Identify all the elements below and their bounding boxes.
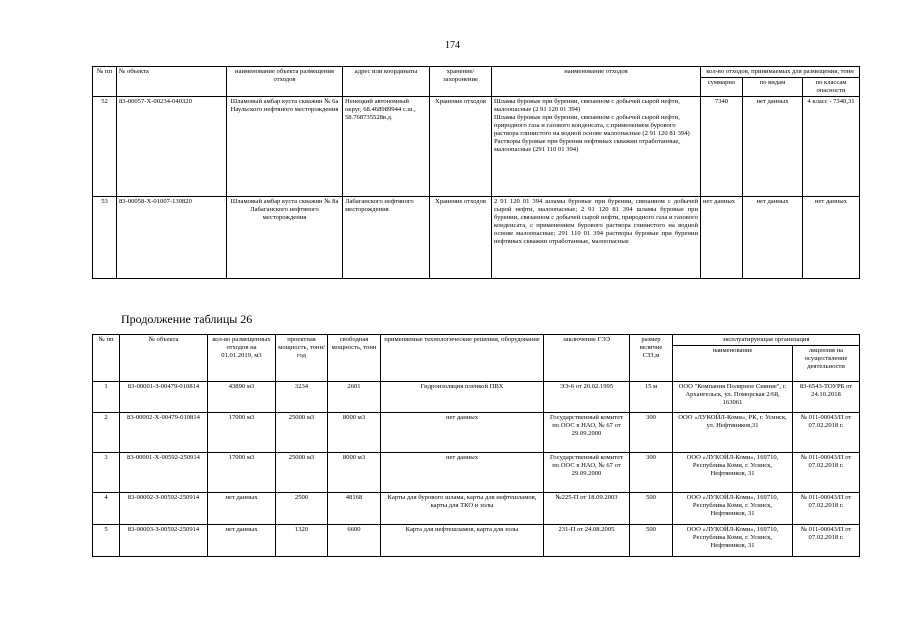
header-free-capacity: свободная мощность, тонн xyxy=(328,335,381,382)
waste-line: Шламы буровые при бурении, связанном с добычей сырой нефти, малоопасные (2 91 120 01 394) xyxy=(494,98,680,113)
cell-tech: нет данных xyxy=(381,453,544,493)
waste-line: Растворы буровые при бурении нефтяных скважин отработанные, малоопасные (291 110 01 394) xyxy=(494,138,680,153)
cell-org-name: ООО «ЛУКОЙЛ-Коми», РК, г. Усинск, ул. Нефтяников,31 xyxy=(673,413,793,453)
cell-address: Ненецкий автономный округ, 68.468989944 с.ш., 58.768735528в.д. xyxy=(343,97,430,197)
header-license: лицензия на осуществление деятельности xyxy=(793,346,860,382)
cell-szz: 300 xyxy=(630,453,673,493)
cell-design-capacity: 25000 м3 xyxy=(276,453,328,493)
cell-tech: Карты для бурового шлама, карты для нефтешламов, карты для ТКО и золы xyxy=(381,493,544,525)
cell-license: № 011-00043/П от 07.02.2018 г. xyxy=(793,453,860,493)
cell-object-num: 83-00002-Х-00479-010814 xyxy=(120,413,208,453)
page-number: 174 xyxy=(445,40,460,51)
cell-gee: Государственный комитет по ООС в НАО, № 67 от 29.09.2000 xyxy=(544,413,630,453)
cell-tech: Гидроизоляция пленкой ПВХ xyxy=(381,382,544,413)
cell-szz: 500 xyxy=(630,493,673,525)
cell-placed: 43890 м3 xyxy=(208,382,276,413)
header-object-num: № объекта xyxy=(120,335,208,382)
table-row xyxy=(93,493,860,525)
header-name: наименование объекта размещения отходов xyxy=(227,67,343,97)
table-row xyxy=(93,525,860,557)
cell-storage: Хранение отходов xyxy=(430,197,492,279)
cell-by-type: нет данных xyxy=(743,97,803,197)
cell-tech: нет данных xyxy=(381,413,544,453)
waste-line: Шламы буровые при бурении, связанном с добычей сырой нефти, природного газа и газового конденсата, с применением бурового раствора глинистого на водной основе малоопасные (2 91 120 81 394) xyxy=(494,114,690,137)
cell-design-capacity: 2500 xyxy=(276,493,328,525)
cell-object-num: 83-00057-Х-00234-040320 xyxy=(117,97,227,197)
header-placed: кол-во размещенных отходов на 01.01.2019, м3 xyxy=(208,335,276,382)
cell-placed: 17000 м3 xyxy=(208,413,276,453)
cell-org-name: ООО «ЛУКОЙЛ-Коми», 169710, Республика Коми, г. Усинск, Нефтяников, 31 xyxy=(673,525,793,557)
cell-num: 53 xyxy=(93,197,117,279)
cell-license: № 011-00043/П от 07.02.2018 г. xyxy=(793,493,860,525)
table-row xyxy=(93,97,860,197)
cell-object-num: 83-00058-Х-01007-130820 xyxy=(117,197,227,279)
cell-placed: нет данных xyxy=(208,525,276,557)
cell-num: 4 xyxy=(93,493,120,525)
table-row xyxy=(93,197,860,279)
cell-waste xyxy=(492,97,701,197)
cell-name: Шламовый амбар куста скважин № 8а Лабаганского нефтяного месторождения xyxy=(227,197,343,279)
header-design-capacity: проектная мощность, тонн/год xyxy=(276,335,328,382)
table-header-row xyxy=(93,67,860,78)
cell-gee: Государственный комитет по ООС в НАО, № 67 от 29.09.2000 xyxy=(544,453,630,493)
header-quantity-group: кол-во отходов, принимаемых для размещения, тонн xyxy=(701,67,860,78)
cell-num: 3 xyxy=(93,453,120,493)
cell-num: 52 xyxy=(93,97,117,197)
operators-table xyxy=(92,334,860,557)
header-tech: применяемые технологические решения, оборудование xyxy=(381,335,544,382)
header-by-class: по классам опасности xyxy=(803,78,860,97)
cell-szz: 300 xyxy=(630,413,673,453)
cell-object-num: 83-00003-З-00592-250914 xyxy=(120,525,208,557)
cell-org-name: ООО «ЛУКОЙЛ-Коми», 169710, Республика Коми, г. Усинск, Нефтяников, 31 xyxy=(673,493,793,525)
cell-placed: 17000 м3 xyxy=(208,453,276,493)
cell-design-capacity: 3234 xyxy=(276,382,328,413)
waste-objects-table xyxy=(92,66,860,279)
cell-storage: Хранение отходов xyxy=(430,97,492,197)
cell-free-capacity: 8000 м3 xyxy=(328,413,381,453)
cell-design-capacity: 1320 xyxy=(276,525,328,557)
header-org-group: эксплуатирующая организация xyxy=(673,335,860,346)
cell-object-num: 83-00001-З-00479-010814 xyxy=(120,382,208,413)
cell-tech: Карта для нефтешламов, карта для золы xyxy=(381,525,544,557)
cell-szz: 500 xyxy=(630,525,673,557)
cell-waste xyxy=(492,197,701,279)
cell-num: 5 xyxy=(93,525,120,557)
table-row xyxy=(93,453,860,493)
table-row xyxy=(93,413,860,453)
cell-by-type: нет данных xyxy=(743,197,803,279)
cell-free-capacity: 48168 xyxy=(328,493,381,525)
header-address: адрес или координаты xyxy=(343,67,430,97)
cell-gee: 231-П от 24.08.2005 xyxy=(544,525,630,557)
cell-by-class: нет данных xyxy=(803,197,860,279)
cell-org-name: ООО "Компания Полярное Сияние", г. Архангельск, ул. Поморская 2/68, 163061 xyxy=(673,382,793,413)
cell-object-num: 83-00002-З-00592-250914 xyxy=(120,493,208,525)
cell-gee: ЭЭ-6 от 20.02.1995 xyxy=(544,382,630,413)
cell-total: 7340 xyxy=(701,97,743,197)
header-by-type: по видам xyxy=(743,78,803,97)
cell-free-capacity: 6600 xyxy=(328,525,381,557)
cell-total: нет данных xyxy=(701,197,743,279)
cell-license: 83-6543-ТОУРБ от 24.10.2018 xyxy=(793,382,860,413)
cell-name: Шламовый амбар куста скважин № 6а Наульского нефтяного месторождения xyxy=(227,97,343,197)
header-num: № пп xyxy=(93,335,120,382)
header-object-num: № объекта xyxy=(117,67,227,97)
cell-free-capacity: 2601 xyxy=(328,382,381,413)
header-gee: заключение ГЭЭ xyxy=(544,335,630,382)
cell-gee: №225-П от 18.09.2003 xyxy=(544,493,630,525)
cell-num: 2 xyxy=(93,413,120,453)
cell-address: Лабаганского нефтяного месторождения xyxy=(343,197,430,279)
table-row xyxy=(93,382,860,413)
header-waste-name: наименование отходов xyxy=(492,67,701,97)
waste-line: 2 91 120 01 394 шламы буровые при бурении, связанном с добычей сырой нефти, малоопасные; 2 91 120 81 394 шламы буровые при бурении, связанном с добычей сырой нефти, природного газа и газового конденсата, с применением бурового раствора глинистого на водной основе малоопасные; 291 110 01 394 растворы буровые при бурении нефтяных скважин отработанные, малоопасные xyxy=(494,198,698,245)
cell-design-capacity: 25000 м3 xyxy=(276,413,328,453)
header-szz: размер величие СЗЗ,м xyxy=(630,335,673,382)
cell-org-name: ООО «ЛУКОЙЛ-Коми», 169710, Республика Коми, г. Усинск, Нефтяников, 31 xyxy=(673,453,793,493)
header-total: суммарно xyxy=(701,78,743,97)
cell-license: № 011-00043/П от 07.02.2018 г. xyxy=(793,413,860,453)
continuation-title: Продолжение таблицы 26 xyxy=(121,312,253,326)
cell-by-class: 4 класс - 7340,31 xyxy=(803,97,860,197)
header-storage: хранение/захоронение xyxy=(430,67,492,97)
header-org-name: наименование xyxy=(673,346,793,382)
cell-placed: нет данных xyxy=(208,493,276,525)
table-header-row xyxy=(93,335,860,346)
cell-free-capacity: 8000 м3 xyxy=(328,453,381,493)
cell-num: 1 xyxy=(93,382,120,413)
cell-szz: 15 м xyxy=(630,382,673,413)
cell-object-num: 83-00001-Х-00592-250914 xyxy=(120,453,208,493)
cell-license: № 011-00043/П от 07.02.2018 г. xyxy=(793,525,860,557)
header-num: № пп xyxy=(93,67,117,97)
